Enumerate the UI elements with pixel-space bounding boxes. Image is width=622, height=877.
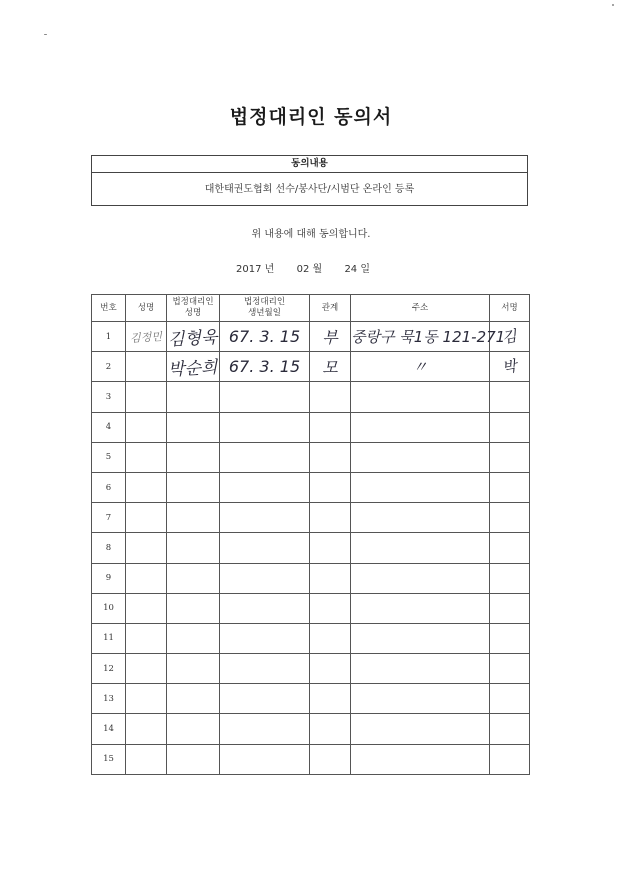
table-row xyxy=(92,623,530,653)
cell-name xyxy=(126,623,167,653)
table-row xyxy=(92,563,530,593)
cell-signature xyxy=(490,533,530,563)
cell-address xyxy=(351,744,490,774)
cell-guardian-name-text: 김형욱 xyxy=(168,327,219,351)
header-guardian-name-line1: 법정대리인 xyxy=(172,297,214,307)
cell-address xyxy=(351,563,490,593)
page-title: 법정대리인 동의서 xyxy=(229,106,393,128)
cell-signature xyxy=(490,714,530,744)
date-month: 02 xyxy=(296,264,310,275)
cell-signature xyxy=(490,654,530,684)
cell-address xyxy=(351,684,490,714)
header-relation: 관계 xyxy=(310,295,351,322)
cell-signature xyxy=(490,472,530,502)
table-body xyxy=(92,322,530,775)
cell-signature xyxy=(490,442,530,472)
table-row xyxy=(92,412,530,442)
date-day-unit: 일 xyxy=(360,264,371,275)
cell-address xyxy=(351,593,490,623)
cell-number: 10 xyxy=(92,593,126,623)
cell-guardian-name xyxy=(167,382,220,412)
header-guardian-birth xyxy=(220,295,310,322)
cell-guardian-name-text: 박순희 xyxy=(168,358,219,381)
cell-address xyxy=(351,382,490,412)
header-number: 번호 xyxy=(92,295,126,322)
table-row xyxy=(92,442,530,472)
table-row xyxy=(92,322,530,352)
cell-address xyxy=(351,623,490,653)
cell-address xyxy=(351,654,490,684)
scan-speck xyxy=(612,4,614,6)
cell-address xyxy=(351,533,490,563)
cell-name xyxy=(126,412,167,442)
cell-number: 8 xyxy=(92,533,126,563)
cell-address xyxy=(351,322,506,352)
cell-guardian-birth xyxy=(220,684,310,714)
cell-guardian-birth xyxy=(220,654,310,684)
cell-guardian-birth-text: 67. 3. 15 xyxy=(228,357,301,377)
table-row xyxy=(92,352,530,382)
cell-relation xyxy=(310,322,351,352)
cell-guardian-name xyxy=(167,684,220,714)
cell-guardian-name xyxy=(167,533,220,563)
cell-guardian-name xyxy=(167,654,220,684)
cell-signature xyxy=(490,623,530,653)
header-name: 성명 xyxy=(126,295,167,322)
cell-guardian-name xyxy=(167,352,220,382)
scan-speck xyxy=(44,34,47,35)
table-row xyxy=(92,533,530,563)
cell-number: 7 xyxy=(92,503,126,533)
cell-relation xyxy=(310,352,351,382)
cell-guardian-name xyxy=(167,714,220,744)
cell-name xyxy=(126,442,167,472)
cell-relation xyxy=(310,714,351,744)
cell-number: 6 xyxy=(92,472,126,502)
cell-relation xyxy=(310,593,351,623)
cell-relation xyxy=(310,503,351,533)
cell-signature xyxy=(490,563,530,593)
cell-signature xyxy=(490,684,530,714)
table-row xyxy=(92,382,530,412)
table-row xyxy=(92,472,530,502)
date-year-unit: 년 xyxy=(264,264,275,275)
cell-relation xyxy=(310,684,351,714)
cell-guardian-name xyxy=(167,593,220,623)
cell-name xyxy=(126,472,167,502)
cell-name xyxy=(126,744,167,774)
cell-relation xyxy=(310,412,351,442)
cell-guardian-birth xyxy=(220,442,310,472)
table-row xyxy=(92,654,530,684)
cell-guardian-birth xyxy=(220,533,310,563)
cell-name xyxy=(126,352,167,382)
cell-signature xyxy=(490,352,530,382)
header-guardian-birth-line1: 법정대리인 xyxy=(243,297,286,307)
cell-signature-text: 박 xyxy=(500,357,519,378)
cell-guardian-name xyxy=(167,412,220,442)
cell-number: 15 xyxy=(92,744,126,774)
cell-signature xyxy=(490,382,530,412)
cell-guardian-birth xyxy=(220,623,310,653)
cell-relation xyxy=(310,442,351,472)
cell-guardian-birth xyxy=(220,563,310,593)
header-address: 주소 xyxy=(351,295,490,322)
cell-relation xyxy=(310,623,351,653)
cell-relation xyxy=(310,563,351,593)
cell-number: 5 xyxy=(92,442,126,472)
cell-name xyxy=(126,593,167,623)
cell-guardian-birth xyxy=(220,472,310,502)
cell-number: 11 xyxy=(92,623,126,653)
cell-number: 3 xyxy=(92,382,126,412)
cell-guardian-birth xyxy=(220,352,310,382)
cell-address xyxy=(351,352,490,382)
cell-name xyxy=(126,322,167,352)
cell-relation xyxy=(310,382,351,412)
cell-address-text: 〃 xyxy=(412,358,428,377)
cell-relation xyxy=(310,533,351,563)
cell-address xyxy=(351,412,490,442)
cell-relation xyxy=(310,744,351,774)
cell-guardian-name xyxy=(167,744,220,774)
cell-guardian-birth xyxy=(220,503,310,533)
date-day: 24 xyxy=(344,264,358,275)
cell-number: 13 xyxy=(92,684,126,714)
cell-relation-text: 모 xyxy=(322,358,338,378)
cell-guardian-name xyxy=(167,322,220,352)
cell-guardian-name xyxy=(167,503,220,533)
signature-table xyxy=(91,294,530,775)
date-month-unit: 월 xyxy=(312,264,323,275)
cell-relation-text: 부 xyxy=(322,328,338,348)
cell-guardian-name xyxy=(167,472,220,502)
cell-name xyxy=(126,533,167,563)
header-guardian-name-line2: 성명 xyxy=(184,308,202,318)
date-year: 2017 xyxy=(236,264,262,275)
cell-name xyxy=(126,684,167,714)
cell-name-text: 김정민 xyxy=(129,329,163,345)
cell-name xyxy=(126,714,167,744)
cell-guardian-birth xyxy=(220,714,310,744)
cell-signature xyxy=(490,593,530,623)
cell-guardian-birth xyxy=(220,593,310,623)
consent-header: 동의내용 xyxy=(92,156,527,173)
cell-name xyxy=(126,503,167,533)
header-guardian-birth-line2: 생년월일 xyxy=(248,308,281,318)
header-signature: 서명 xyxy=(490,295,530,322)
table-header-row xyxy=(92,295,530,322)
table-row xyxy=(92,593,530,623)
cell-guardian-name xyxy=(167,442,220,472)
cell-guardian-birth xyxy=(220,412,310,442)
cell-relation xyxy=(310,472,351,502)
cell-guardian-name xyxy=(167,623,220,653)
table-row xyxy=(92,684,530,714)
cell-relation xyxy=(310,654,351,684)
cell-number: 12 xyxy=(92,654,126,684)
table-row xyxy=(92,744,530,774)
cell-name xyxy=(126,654,167,684)
agreement-text: 위 내용에 대해 동의합니다. xyxy=(251,229,371,240)
cell-signature xyxy=(490,744,530,774)
cell-address xyxy=(351,472,490,502)
cell-address-text: 중랑구 묵1동 121-271 xyxy=(351,328,506,347)
cell-address xyxy=(351,503,490,533)
consent-box xyxy=(91,155,528,206)
date-line xyxy=(236,260,370,275)
cell-guardian-birth xyxy=(220,382,310,412)
cell-name xyxy=(126,382,167,412)
cell-guardian-name xyxy=(167,563,220,593)
cell-address xyxy=(351,442,490,472)
cell-guardian-birth-text: 67. 3. 15 xyxy=(228,327,301,347)
cell-number: 9 xyxy=(92,563,126,593)
cell-number: 1 xyxy=(92,322,126,352)
cell-number: 2 xyxy=(92,352,126,382)
cell-name xyxy=(126,563,167,593)
cell-number: 4 xyxy=(92,412,126,442)
cell-number: 14 xyxy=(92,714,126,744)
cell-guardian-birth xyxy=(220,322,310,352)
cell-signature xyxy=(490,412,530,442)
table-row xyxy=(92,714,530,744)
table-row xyxy=(92,503,530,533)
cell-address xyxy=(351,714,490,744)
cell-guardian-birth xyxy=(220,744,310,774)
cell-signature-text: 김 xyxy=(500,326,519,348)
header-guardian-name xyxy=(167,295,220,322)
consent-body: 대한태권도협회 선수/봉사단/시범단 온라인 등록 xyxy=(204,184,415,195)
cell-signature xyxy=(490,503,530,533)
